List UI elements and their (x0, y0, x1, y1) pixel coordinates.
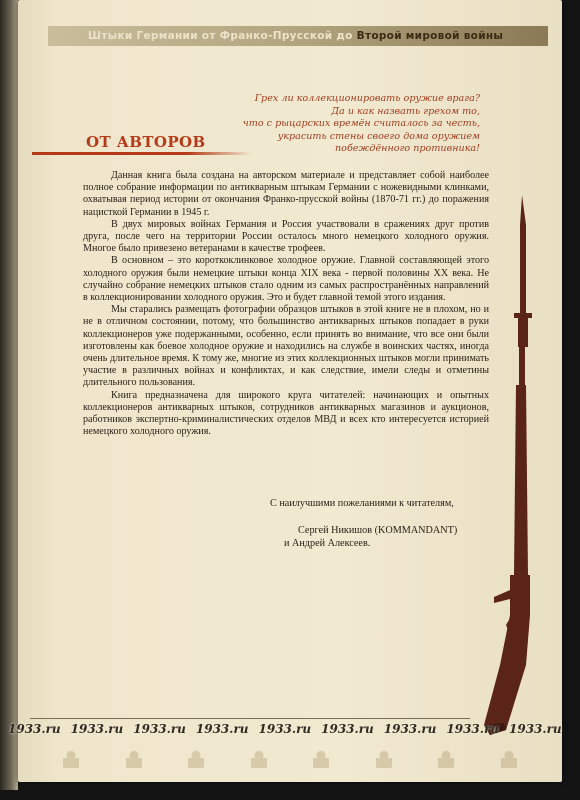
epigraph-line: что с рыцарских времён считалось за честь, (242, 118, 480, 130)
watermark: 1933.ru (509, 722, 562, 736)
watermark: 1933.ru (383, 722, 437, 736)
epigraph-line: Да и как назвать грехом то, (331, 105, 480, 117)
soldier-silhouette-icon (438, 750, 454, 768)
watermark: 1933.ru (446, 722, 499, 736)
body-paragraph: Данная книга была создана на авторском материале и представляет собой наиболее полное собрание информации по антикварным штыкам Германии с ножевидными клинками, охватывая период истории от окончания Франко-прусской войны (1870-71 гг.) до поражения нацисткой Германии в 1945 г. (83, 170, 489, 218)
watermark: 1933.ru (70, 722, 124, 736)
soldier-silhouette-icon (63, 750, 79, 768)
soldier-silhouette-icon (501, 750, 517, 768)
running-header-faded: Штыки Германии от Франко-Прусской до (88, 30, 353, 42)
closing-wishes: С наилучшими пожеланиями к читателям, (270, 498, 454, 509)
section-title: ОТ АВТОРОВ (86, 133, 206, 151)
watermark: 1933.ru (133, 722, 186, 736)
author-signature-2: и Андрей Алексеев. (284, 538, 371, 549)
soldier-silhouette-icon (251, 750, 267, 768)
watermark: 1933.ru (258, 722, 312, 736)
body-paragraph: В двух мировых войнах Германия и Россия участвовали в сражениях друг против друга, после чего на территории России осталось много немецкого холодного оружия. Многое было привезено ветеранами в качестве трофеев. (83, 218, 489, 255)
epigraph-line: побеждённого противника! (335, 143, 480, 155)
running-header-dark: Второй мировой войны (356, 30, 504, 42)
body-text (83, 170, 489, 438)
watermark: 1933.ru (321, 722, 374, 736)
rifle-with-bayonet-icon (466, 195, 546, 755)
soldier-silhouette-icon (313, 750, 329, 768)
book-spine-shadow (0, 0, 18, 790)
watermark: 1933.ru (8, 722, 61, 736)
page-bottom-rule (30, 718, 470, 719)
body-paragraph: Книга предназначена для широкого круга читателей: начинающих и опытных коллекционеров антикварных штыков, сотрудников антикварных магазинов и аукционов, работников экспертно-криминалистических отделов МВД и всех кто интересуется историей немецкого холодного оружия. (83, 389, 489, 438)
epigraph-line: Грех ли коллекционировать оружие врага? (254, 93, 480, 104)
body-paragraph: Мы старались размещать фотографии образцов штыков в этой книге не в плохом, но и не в отличном состоянии, потому, что большинство антикварных штыков попадает в руки коллекционеров уже подержанными, особенно, если принять во внимание, что все они были изготовлены как боевое холодное оружие и находились на службе в воинских частях, иногда очень длительное время. К тому же, многие из этих коллекционных штыков могли принимать участие в различных войнах и конфликтах, и как следствие, имели следы и отметины длительного пользования. (83, 304, 489, 389)
section-title-underline (32, 152, 252, 155)
body-paragraph: В основном – это короткоклинковое холодное оружие. Главной составляющей этого холодного оружия были немецкие штыки конца XIX века - первой половины XX века. Не случайно собрание немецких штыков стало одним из самых распространённых направлений в коллекционировании холодного оружия. Это и будет главной темой этого издания. (83, 255, 489, 304)
soldier-silhouette-icon (188, 750, 204, 768)
soldier-silhouette-icon (126, 750, 142, 768)
author-signature-1: Сергей Никишов (KOMMANDANT) (298, 525, 458, 536)
running-header (88, 30, 503, 42)
soldier-silhouette-icon (376, 750, 392, 768)
epigraph (180, 93, 480, 156)
watermark-row (8, 722, 573, 740)
watermark: 1933.ru (195, 722, 249, 736)
footer-decoration (40, 744, 540, 774)
epigraph-line: украсить стены своего дома оружием (277, 130, 480, 142)
